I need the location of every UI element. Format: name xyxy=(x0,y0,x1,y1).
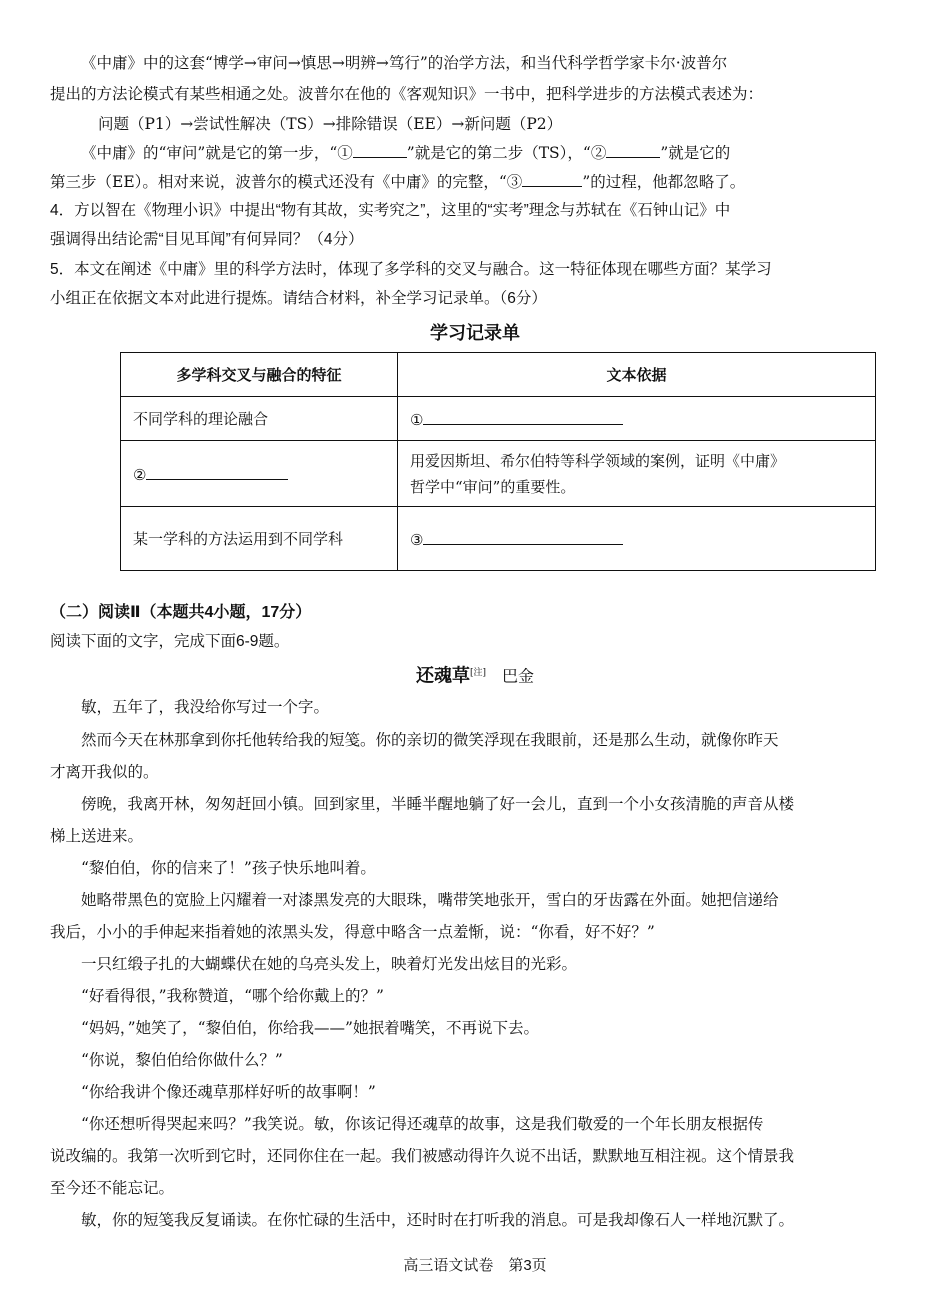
story-paragraph-cont: 才离开我似的。 xyxy=(50,763,159,781)
story-paragraph: “好看得很，”我称赞道，“哪个给你戴上的？” xyxy=(81,987,384,1005)
table-row xyxy=(121,397,876,441)
table-row xyxy=(121,507,876,571)
blank-table-3[interactable] xyxy=(423,528,623,545)
story-paragraph-cont: 我后，小小的手伸起来指着她的浓黑头发，得意中略含一点羞惭，说：“你看，好不好？” xyxy=(50,923,655,941)
blank-table-2[interactable] xyxy=(146,463,288,480)
header-evidence: 文本依据 xyxy=(398,353,876,397)
blank-1[interactable] xyxy=(353,141,407,158)
header-feature: 多学科交叉与融合的特征 xyxy=(121,353,398,397)
section-2-instruction: 阅读下面的文字，完成下面6-9题。 xyxy=(50,633,290,650)
blank-3[interactable] xyxy=(522,170,582,187)
row1-evidence: ① xyxy=(398,397,876,441)
story-paragraph: “妈妈，”她笑了，“黎伯伯，你给我——”她抿着嘴笑，不再说下去。 xyxy=(81,1019,539,1037)
learning-record-table xyxy=(120,352,876,571)
table-row xyxy=(121,441,876,507)
question-5-line1: 5．本文在阐述《中庸》里的科学方法时，体现了多学科的交叉与融合。这一特征体现在哪些方面？某学习 xyxy=(50,261,772,278)
blank-2[interactable] xyxy=(606,141,660,158)
story-paragraph: “你给我讲个像还魂草那样好听的故事啊！” xyxy=(81,1083,376,1101)
story-paragraph: 一只红缎子扎的大蝴蝶伏在她的乌亮头发上，映着灯光发出炫目的光彩。 xyxy=(81,955,578,973)
story-title: 还魂草 xyxy=(415,665,470,686)
row3-evidence: ③ xyxy=(398,507,876,571)
row1-feature: 不同学科的理论融合 xyxy=(121,397,398,441)
section-2-heading: （二）阅读Ⅱ（本题共4小题，17分） xyxy=(50,604,312,621)
para1-line1: 《中庸》中的这套“博学→审问→慎思→明辨→笃行”的治学方法，和当代科学哲学家卡尔·波普尔 xyxy=(81,54,728,72)
story-paragraph: “你还想听得哭起来吗？”我笑说。敏，你该记得还魂草的故事，这是我们敬爱的一个年长朋友根据传 xyxy=(81,1115,764,1133)
table-title: 学习记录单 xyxy=(430,323,520,343)
story-paragraph: 敏，五年了，我没给你写过一个字。 xyxy=(81,698,330,716)
row3-feature: 某一学科的方法运用到不同学科 xyxy=(121,507,398,571)
story-author: 巴金 xyxy=(502,666,535,686)
story-paragraph-cont: 梯上送进来。 xyxy=(50,827,144,845)
story-paragraph: 傍晚，我离开林，匆匆赶回小镇。回到家里，半睡半醒地躺了好一会儿，直到一个小女孩清脆的声音从楼 xyxy=(81,795,795,813)
para1-line2: 提出的方法论模式有某些相通之处。波普尔在他的《客观知识》一书中，把科学进步的方法模式表述为： xyxy=(50,85,764,103)
question-4-line2: 强调得出结论需“目见耳闻”有何异同？（4分） xyxy=(50,231,364,248)
story-paragraph: 她略带黑色的宽脸上闪耀着一对漆黑发亮的大眼珠，嘴带笑地张开，雪白的牙齿露在外面。她把信递给 xyxy=(81,891,779,909)
row2-evidence: 用爱因斯坦、希尔伯特等科学领域的案例，证明《中庸》 哲学中“审问”的重要性。 xyxy=(398,441,876,507)
story-paragraph: 敏，你的短笺我反复诵读。在你忙碌的生活中，还时时在打听我的消息。可是我却像石人一样地沉默了。 xyxy=(81,1211,795,1229)
table-header-row xyxy=(121,353,876,397)
popper-model: 问题（P1）→尝试性解决（TS）→排除错误（EE）→新问题（P2） xyxy=(98,115,563,133)
question-5-line2: 小组正在依据文本对此进行提炼。请结合材料，补全学习记录单。（6分） xyxy=(50,290,547,307)
page-footer: 高三语文试卷 第3页 xyxy=(403,1257,547,1274)
question-4-line1: 4．方以智在《物理小识》中提出“物有其故，实考究之”，这里的“实考”理念与苏轼在《石钟山记》中 xyxy=(50,202,731,219)
story-paragraph: “你说，黎伯伯给你做什么？” xyxy=(81,1051,283,1069)
story-paragraph-cont: 至今还不能忘记。 xyxy=(50,1179,175,1197)
story-paragraph: 然而今天在林那拿到你托他转给我的短笺。你的亲切的微笑浮现在我眼前，还是那么生动，就像你昨天 xyxy=(81,731,779,749)
story-note-marker: [注] xyxy=(469,668,486,678)
row2-feature: ② xyxy=(121,441,398,507)
para1-line5: 第三步（EE）。相对来说，波普尔的模式还没有《中庸》的完整，“③ ”的过程，他都忽略了。 xyxy=(50,170,900,194)
story-paragraph-cont: 说改编的。我第一次听到它时，还同你住在一起。我们被感动得许久说不出话，默默地互相注视。这个情景我 xyxy=(50,1147,795,1165)
blank-table-1[interactable] xyxy=(423,408,623,425)
story-title-line xyxy=(0,661,950,688)
para1-line4: 《中庸》的“审问”就是它的第一步，“① ”就是它的第二步（TS），“② ”就是它的 xyxy=(50,141,900,165)
story-paragraph: “黎伯伯，你的信来了！”孩子快乐地叫着。 xyxy=(81,859,376,877)
